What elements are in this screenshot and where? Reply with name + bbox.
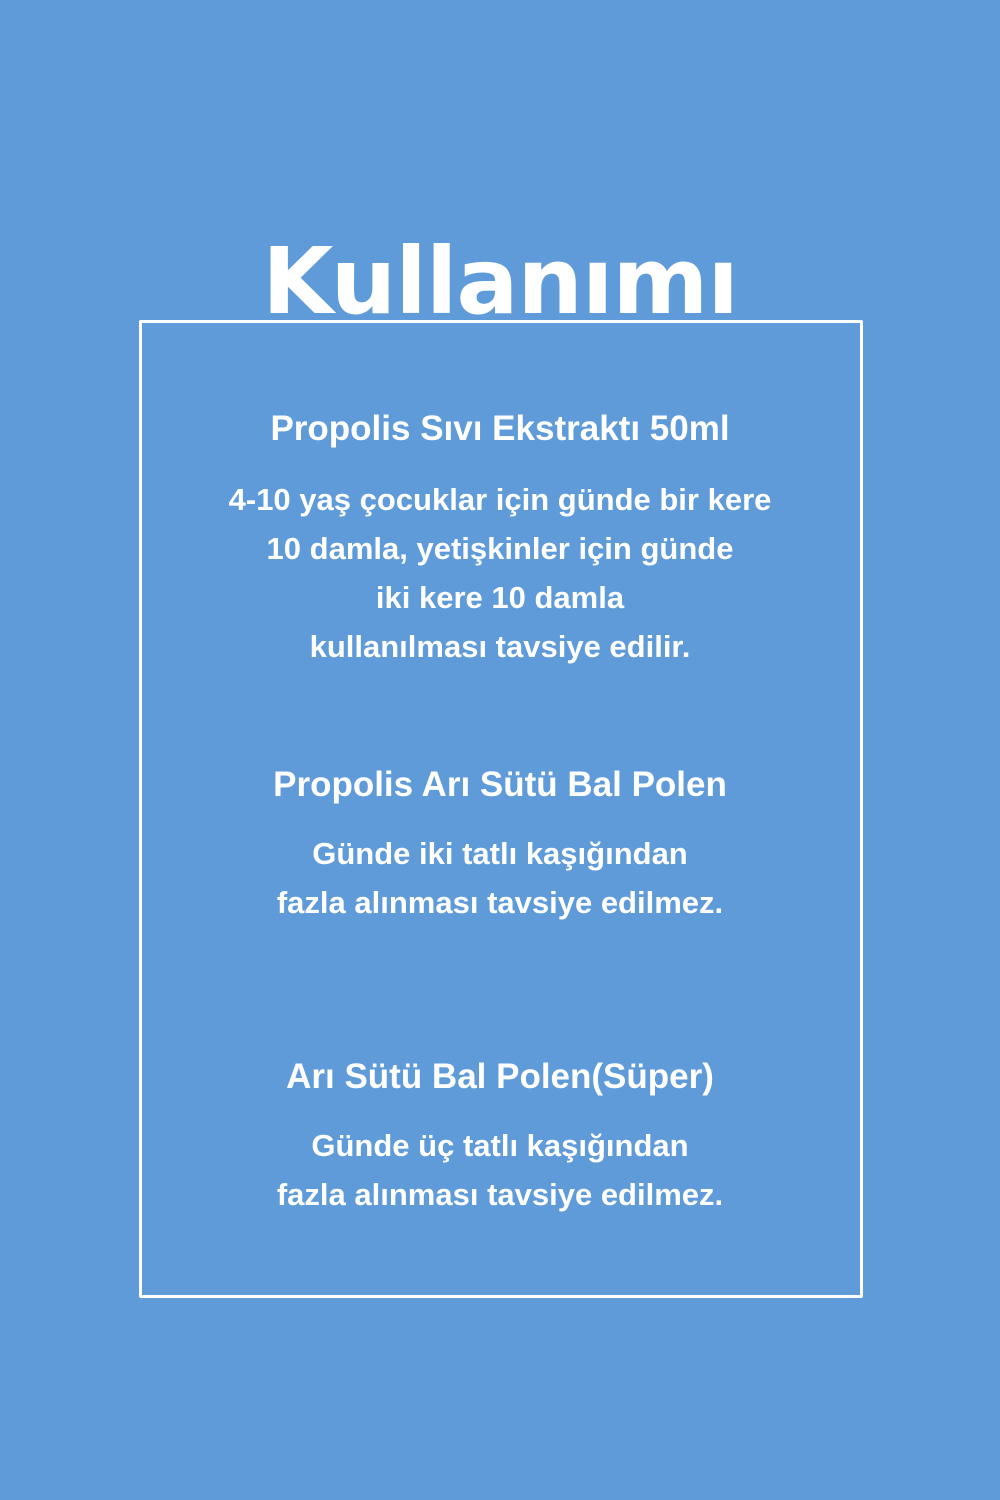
- usage-section-propolis-royal-jelly: [0, 765, 1000, 927]
- body-line: Günde üç tatlı kaşığından: [311, 1128, 689, 1163]
- section-heading: Propolis Arı Sütü Bal Polen: [273, 765, 727, 804]
- section-body: [0, 1121, 1000, 1219]
- usage-section-propolis-extract: [0, 409, 1000, 671]
- body-line: 4-10 yaş çocuklar için günde bir kere: [228, 482, 772, 517]
- section-heading: Propolis Sıvı Ekstraktı 50ml: [270, 409, 730, 448]
- section-body: [0, 475, 1000, 671]
- section-body: [0, 829, 1000, 927]
- page-title: Kullanımı: [262, 227, 738, 335]
- body-line: kullanılması tavsiye edilir.: [309, 629, 691, 664]
- usage-section-royal-jelly-super: [0, 1057, 1000, 1219]
- body-line: Günde iki tatlı kaşığından: [312, 836, 688, 871]
- body-line: 10 damla, yetişkinler için günde: [266, 531, 734, 566]
- body-line: fazla alınması tavsiye edilmez.: [276, 1177, 724, 1212]
- body-line: iki kere 10 damla: [375, 580, 625, 615]
- body-line: fazla alınması tavsiye edilmez.: [276, 885, 724, 920]
- section-heading: Arı Sütü Bal Polen(Süper): [286, 1057, 714, 1096]
